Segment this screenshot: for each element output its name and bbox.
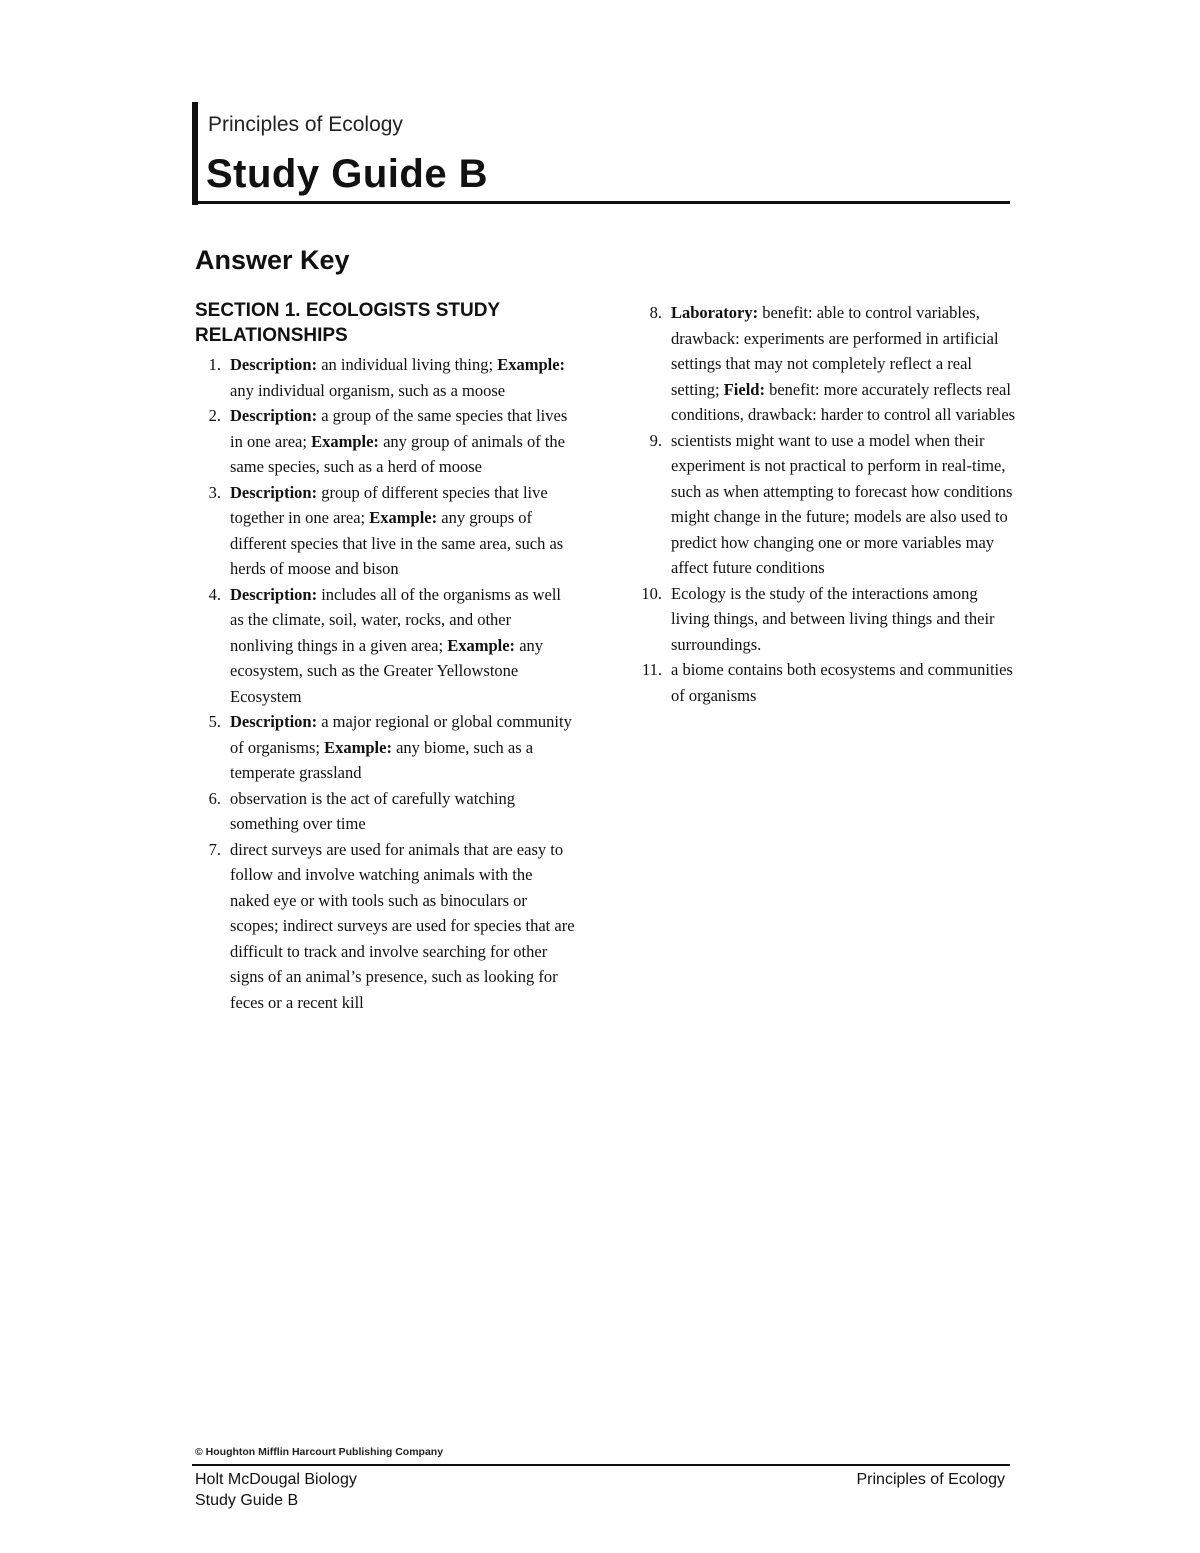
answer-text: any biome, such as a temperate grassland (230, 737, 534, 782)
answer-item (195, 352, 575, 403)
answer-text: includes all of the organisms as well as the climate, soil, water, rocks, and other nonliving things in a given area; (230, 584, 562, 655)
answer-number: 10. (641, 583, 662, 603)
answer-number: 9. (649, 430, 662, 450)
answer-text: group of different species that live together in one area; (230, 482, 548, 527)
answer-item (195, 480, 575, 582)
chapter-subject: Principles of Ecology (208, 113, 403, 136)
footer-book-title: Holt McDougal Biology (195, 1471, 357, 1488)
header-accent-bar (192, 102, 198, 205)
answer-label: Example: (369, 508, 438, 527)
answer-label: Description: (230, 712, 318, 731)
answer-label: Laboratory: (671, 303, 759, 322)
answer-item (195, 786, 575, 837)
answer-text: scientists might want to use a model when their experiment is not practical to perform in real-time, such as when attempting to forecast how conditions might change in the future; models are also used to predict how changing one or more variables may affect future conditions (671, 430, 1013, 577)
footer-right (856, 1469, 1005, 1490)
answer-number: 1. (208, 355, 221, 374)
answer-item (636, 581, 1016, 658)
answer-list-right (636, 300, 1016, 708)
answer-text: any individual organism, such as a moose (230, 380, 506, 400)
answer-label: Example: (324, 737, 392, 757)
footer-left (195, 1469, 357, 1511)
answer-text: any group of animals of the same species, such as a herd of moose (230, 431, 565, 476)
answer-item (195, 582, 575, 710)
answer-list-left (195, 352, 575, 1015)
footer-divider (192, 1464, 1010, 1466)
footer-guide-name: Study Guide B (195, 1492, 299, 1509)
right-column (636, 300, 1016, 708)
header-divider (192, 201, 1010, 204)
answer-text: any ecosystem, such as the Greater Yellowstone Ecosystem (230, 635, 544, 706)
answer-text: direct surveys are used for animals that are easy to follow and involve watching animals with the naked eye or with tools such as binoculars or scopes; indirect surveys are used for species that are difficult to track and involve searching for other signs of an animal’s presence, such as looking for feces or a recent kill (230, 839, 575, 1012)
answer-text: a biome contains both ecosystems and communities of organisms (671, 660, 1013, 705)
answer-item (636, 428, 1016, 581)
answer-label: Field: (723, 379, 765, 399)
answer-number: 4. (208, 584, 221, 604)
answer-text: observation is the act of carefully watching something over time (230, 788, 515, 833)
answer-label: Description: (230, 355, 318, 374)
answer-item (195, 709, 575, 786)
answer-label: Example: (311, 431, 379, 451)
answer-number: 8. (649, 303, 662, 322)
section-heading: SECTION 1. ECOLOGISTS STUDY RELATIONSHIPS (195, 300, 500, 346)
answer-text: a group of the same species that lives in one area; (230, 406, 568, 451)
answer-number: 11. (641, 660, 662, 679)
answer-number: 7. (208, 839, 221, 859)
answer-number: 2. (208, 406, 221, 425)
answer-label: Example: (447, 635, 516, 655)
answer-label: Description: (230, 482, 318, 502)
answer-item (636, 300, 1016, 428)
answer-number: 6. (208, 788, 221, 808)
answer-text: an individual living thing; (317, 355, 498, 374)
answer-text: Ecology is the study of the interactions among living things, and between living things and their surroundings. (671, 583, 995, 654)
answer-number: 3. (208, 482, 221, 502)
answer-text: benefit: able to control variables, drawback: experiments are performed in artificial settings that may not completely reflect a real setting; (671, 303, 999, 399)
answer-label: Description: (230, 406, 318, 425)
answer-number: 5. (208, 712, 221, 731)
copyright-notice: © Houghton Mifflin Harcourt Publishing Company (195, 1446, 444, 1458)
left-column (195, 298, 575, 1015)
answer-item (195, 403, 575, 480)
answer-text: any groups of different species that live in the same area, such as herds of moose and bison (230, 508, 564, 578)
answer-label: Description: (230, 584, 318, 604)
footer-chapter-name: Principles of Ecology (856, 1471, 1005, 1488)
answer-key-heading: Answer Key (195, 245, 350, 275)
answer-item (195, 837, 575, 1016)
answer-item (636, 657, 1016, 708)
answer-text: benefit: more accurately reflects real conditions, drawback: harder to control all variables (671, 379, 1016, 424)
page-title: Study Guide B (206, 152, 489, 196)
answer-text: a major regional or global community of organisms; (230, 712, 572, 757)
answer-label: Example: (497, 355, 566, 374)
